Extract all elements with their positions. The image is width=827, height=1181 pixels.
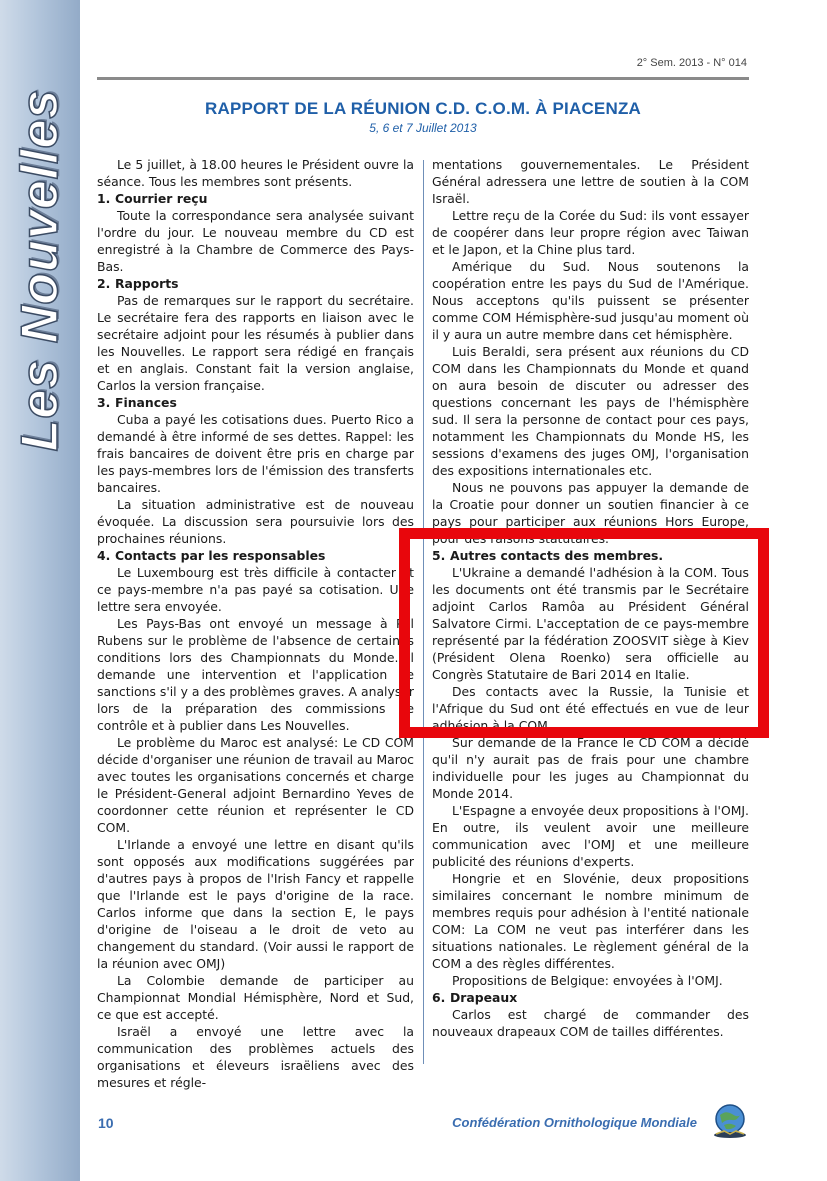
page-number: 10 xyxy=(98,1115,114,1131)
footer-organization: Confédération Ornithologique Mondiale xyxy=(452,1115,697,1130)
highlight-annotation-box xyxy=(399,528,769,738)
article-date: 5, 6 et 7 Juillet 2013 xyxy=(369,121,477,135)
section-heading xyxy=(97,275,414,292)
section-heading xyxy=(97,190,414,207)
body-paragraph: Pas de remarques sur le rapport du secrétaire. Le secrétaire fera des rapports en liaison avec le secrétaire adjoint pour les résumés à publier dans les Nouvelles. Le rapport sera rédigé en français et en anglais. Constant fait la version anglaise, Carlos la version française. xyxy=(97,293,414,393)
body-paragraph: Des contacts avec la Russie, la Tunisie et l'Afrique du Sud ont été effectués en vue de leur adhésion à la COM xyxy=(432,684,749,733)
body-paragraph: Sur demande de la France le CD COM a décidé qu'il n'y aurait pas de frais pour une chambre individuelle pour les juges au Championnat du Monde 2014. xyxy=(432,735,749,801)
body-paragraph: Amérique du Sud. Nous soutenons la coopération entre les pays du Sud de l'Amérique. Nous acceptons qu'ils puissent se présenter comme COM Hémisphère-sud jusqu'au moment où il y aura un autre membre dans cet hémisphère. xyxy=(432,259,749,342)
body-paragraph: L'Espagne a envoyée deux propositions à l'OMJ. En outre, ils veulent avoir une meilleure communication avec l'OMJ et une meilleure publicité des réunions d'experts. xyxy=(432,803,749,869)
body-paragraph: Propositions de Belgique: envoyées à l'OMJ. xyxy=(452,973,723,988)
section-number: 6. xyxy=(432,990,446,1005)
body-paragraph: La situation administrative est de nouveau évoquée. La discussion sera poursuivie lors des prochaines réunions. xyxy=(97,497,414,546)
body-paragraph: Le problème du Maroc est analysé: Le CD COM décide d'organiser une réunion de travail au Maroc avec toutes les organisations concernés et charge le Président-General adjoint Bernardino Yeves de coordonner cette réunion et représenter le CD COM. xyxy=(97,735,414,835)
globe-logo-icon xyxy=(710,1101,750,1141)
section-heading-text: Courrier reçu xyxy=(115,191,208,206)
section-number: 5. xyxy=(432,548,446,563)
header-divider xyxy=(97,77,749,80)
sidebar-band xyxy=(0,0,80,1181)
left-text-column xyxy=(97,156,414,1090)
body-paragraph: Lettre reçu de la Corée du Sud: ils vont essayer de coopérer dans leur propre région avec Taiwan et le Japon, et la Chine plus tard. xyxy=(432,208,749,257)
section-heading-text: Drapeaux xyxy=(450,990,518,1005)
section-heading xyxy=(432,989,749,1006)
body-paragraph: L'Ukraine a demandé l'adhésion à la COM. Tous les documents ont été transmis par le Secrétaire adjoint Carlos Ramôa au Président Général Salvatore Cirmi. L'acceptation de ce pays-membre représenté par la fédération ZOOSVIT siège à Kiev (Président Olena Roenko) sera officielle au Congrès Statutaire de Bari 2014 en Italie. xyxy=(432,565,749,682)
section-number: 1. xyxy=(97,191,111,206)
section-heading-text: Autres contacts des membres. xyxy=(450,548,664,563)
section-heading-text: Finances xyxy=(115,395,177,410)
body-paragraph: Les Pays-Bas ont envoyé un message à Pol Rubens sur le problème de l'absence de certaines conditions lors des Championnats du Monde. Il demande une intervention et l'application de sanctions s'il y a des problèmes graves. A analyser lors de la préparation des commissions de contrôle et à publier dans Les Nouvelles. xyxy=(97,616,414,733)
body-paragraph: Hongrie et en Slovénie, deux propositions similaires concernant le nombre minimum de membres requis pour adhésion à l'entité nationale COM: La COM ne veut pas interférer dans les situations nationales. Le règlement général de la COM a des règles différentes. xyxy=(432,871,749,971)
section-number: 2. xyxy=(97,276,111,291)
body-paragraph: Carlos est chargé de commander des nouveaux drapeaux COM de tailles différentes. xyxy=(432,1007,749,1039)
article-title: RAPPORT DE LA RÉUNION C.D. C.O.M. À PIACENZA xyxy=(204,99,642,118)
body-paragraph: Toute la correspondance sera analysée suivant l'ordre du jour. Le nouveau membre du CD est enregistré à la Chambre de Commerce des Pays-Bas. xyxy=(97,208,414,274)
section-heading xyxy=(97,394,414,411)
body-paragraph: Nous ne pouvons pas appuyer la demande de la Croatie pour donner un soutien financier à ce pays pour participer aux réunions Hors Europe, pour des raisons statutaires. xyxy=(432,480,749,546)
body-paragraph: L'Irlande a envoyé une lettre en disant qu'ils sont opposés aux modifications suggérées par d'autres pays à propos de l'Irish Fancy et rappelle que l'Irlande est le pays d'origine de la race. Carlos informe que dans la section E, le pays d'origine de l'oiseau a le droit de veto au changement du standard. (Voir aussi le rapport de la réunion avec OMJ) xyxy=(97,837,414,971)
publication-title: Les Nouvelles xyxy=(11,88,69,452)
section-number: 3. xyxy=(97,395,111,410)
body-paragraph: La Colombie demande de participer au Championnat Mondial Hémisphère, Nord et Sud, ce que est accepté. xyxy=(97,973,414,1022)
section-heading xyxy=(97,547,414,564)
section-number: 4. xyxy=(97,548,111,563)
body-paragraph: Cuba a payé les cotisations dues. Puerto Rico a demandé à être informé de ses dettes. Rappel: les frais bancaires de doivent être pris en charge par les pays-membres lors de l'émission des transferts bancaires. xyxy=(97,412,414,495)
section-heading-text: Contacts par les responsables xyxy=(115,548,326,563)
issue-label: 2° Sem. 2013 - N° 014 xyxy=(636,57,747,69)
body-paragraph: Luis Beraldi, sera présent aux réunions du CD COM dans les Championnats du Monde et quand on aura besoin de discuter ou adresser des questions concernant les pays de l'hémisphère sud. Il sera la personne de contact pour ces pays, notamment les Championnats du Monde HS, les sessions d'examens des juges OMJ, l'organisation des expositions internationales etc. xyxy=(432,344,749,478)
body-paragraph: Israël a envoyé une lettre avec la communication des problèmes actuels des organisations et éleveurs israëliens avec des mesures et régle- xyxy=(97,1024,414,1090)
body-paragraph: Le 5 juillet, à 18.00 heures le Président ouvre la séance. Tous les membres sont présents. xyxy=(97,157,414,189)
section-heading-text: Rapports xyxy=(115,276,179,291)
body-paragraph: mentations gouvernementales. Le Président Général adressera une lettre de soutien à la COM Israël. xyxy=(432,157,749,206)
body-paragraph: Le Luxembourg est très difficile à contacter et ce pays-membre n'a pas payé sa cotisation. Une lettre sera envoyée. xyxy=(97,565,414,614)
